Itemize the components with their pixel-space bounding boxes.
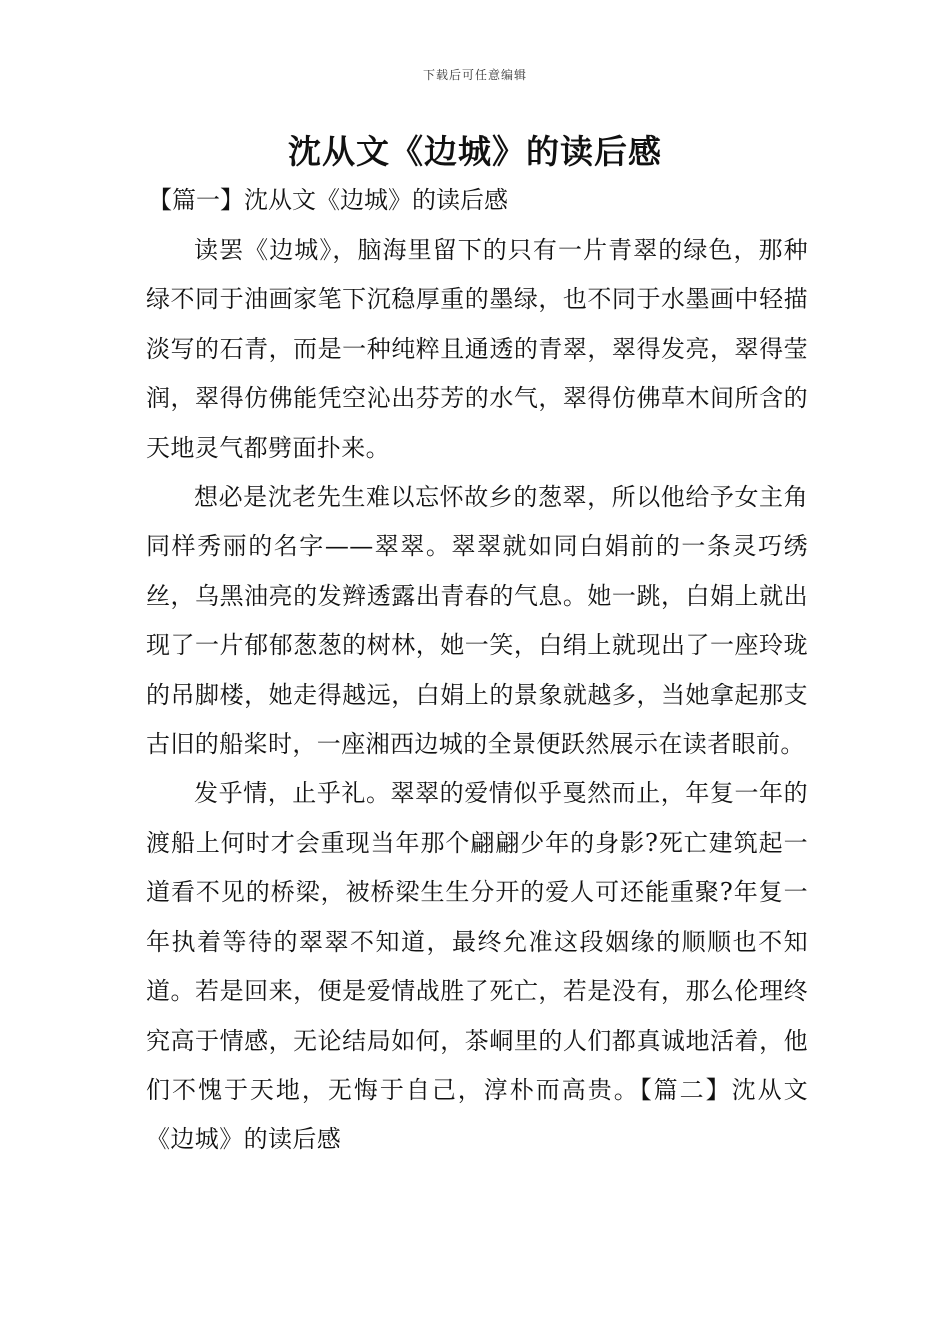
paragraph-3-text: 发乎情，止乎礼。翠翠的爱情似乎戛然而止，年复一年的渡船上何时才会重现当年那个翩翩少年的身影?死亡建筑起一道看不见的桥梁，被桥梁生生分开的爱人可还能重聚?年复一年执着等待的翠翠不知道，最终允准这段姻缘的顺顺也不知道。若是回来，便是爱情战胜了死亡，若是没有，那么伦理终究高于情感，无论结局如何，茶峒里的人们都真诚地活着，他们不愧于天地，无悔于自己，淳朴而高贵。 — [146, 779, 808, 1104]
document-body — [146, 226, 808, 1165]
section-two-heading: 【篇二】沈从文《边城》的读后感 — [146, 1075, 808, 1154]
paragraph-1: 读罢《边城》，脑海里留下的只有一片青翠的绿色，那种绿不同于油画家笔下沉稳厚重的墨绿，也不同于水墨画中轻描淡写的石青，而是一种纯粹且通透的青翠，翠得发亮，翠得莹润，翠得仿佛能凭空沁出芬芳的水气，翠得仿佛草木间所含的天地灵气都劈面扑来。 — [146, 236, 808, 462]
document-title: 沈从文《边城》的读后感 — [288, 132, 662, 171]
section-one-heading: 【篇一】沈从文《边城》的读后感 — [148, 186, 508, 214]
header-note: 下载后可任意编辑 — [422, 68, 527, 82]
paragraph-2: 想必是沈老先生难以忘怀故乡的葱翠，所以他给予女主角同样秀丽的名字——翠翠。翠翠就如同白娟前的一条灵巧绣丝，乌黑油亮的发辫透露出青春的气息。她一跳，白娟上就出现了一片郁郁葱葱的树林，她一笑，白绢上就现出了一座玲珑的吊脚楼，她走得越远，白娟上的景象就越多，当她拿起那支古旧的船桨时，一座湘西边城的全景便跃然展示在读者眼前。 — [146, 483, 808, 759]
paragraph-3 — [146, 769, 808, 1164]
